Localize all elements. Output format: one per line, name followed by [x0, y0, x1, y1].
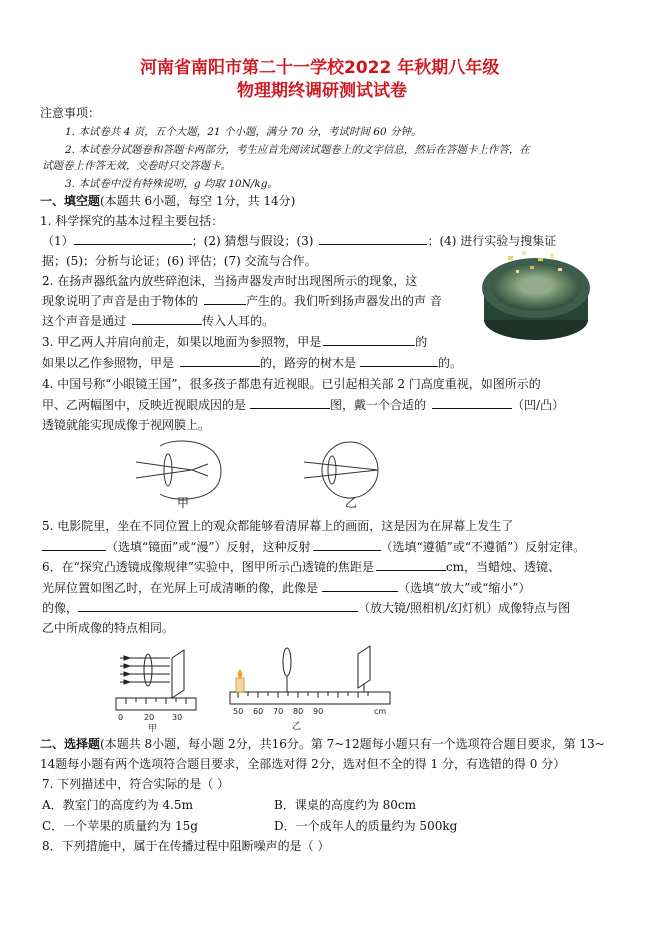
q3-line2: [42, 354, 462, 371]
q1-part2: ；(2) 猜想与假设；(3): [191, 234, 314, 248]
note-2b: 试题卷上作答无效，交卷时只交答题卡。: [42, 160, 231, 172]
section2-title: 二、选择题: [40, 737, 101, 751]
q6-blank-2[interactable]: [322, 579, 398, 592]
q1-part3: ；(4) 进行实验与搜集证: [427, 234, 557, 248]
q4-line1: 4. 中国号称“小眼镜王国”，很多孩子都患有近视眼。已引起相关部 2 门高度重视，如图所示的: [42, 377, 541, 391]
note-3: 3. 本试卷中没有特殊说明，g 均取 10N/kg。: [65, 178, 278, 190]
q3-blank-2[interactable]: [180, 354, 260, 367]
q4-blank-2[interactable]: [432, 396, 512, 409]
q6-part-d: （选填“放大”或“缩小”）: [398, 581, 531, 595]
q7-option-b[interactable]: B．课桌的高度约为 80cm: [274, 798, 417, 812]
q4-line2: [42, 396, 564, 413]
section2-desc1: (本题共 8小题，每小题 2分，共16分。第 7~12题每小题只有一个选项符合题目要求，第 13~: [100, 737, 605, 751]
q6-blank-3[interactable]: [78, 599, 358, 612]
fig-b-tick-0: 50: [233, 707, 244, 716]
fig-a-label: 甲: [148, 724, 158, 732]
paper-title-line1: 河南省南阳市第二十一学校2022 年秋期八年级: [140, 58, 500, 78]
q6-part-e: 的像，: [42, 601, 79, 615]
fig-b-tick-3: 80: [293, 707, 304, 716]
paper-title-line2: 物理期终调研测试试卷: [237, 81, 407, 101]
q7-option-c[interactable]: C．一个苹果的质量约为 15g: [42, 819, 198, 833]
q3-part-d: 的，路旁的树木是: [260, 356, 357, 370]
fig-b-tick-1: 60: [253, 707, 264, 716]
q4-blank-1[interactable]: [250, 396, 330, 409]
q4-part-a: 甲、乙两幅图中，反映近视眼成因的是: [42, 398, 247, 412]
section1-heading: [40, 192, 295, 209]
q6-part-a: 6．在“探究凸透镜成像规律”实验中，图甲所示凸透镜的焦距是: [42, 560, 374, 574]
q2-part-b: 产生的。我们听到扬声器发出的声 音: [246, 294, 442, 308]
q5-blank-1[interactable]: [42, 538, 106, 551]
section2-desc2: 14题每小题有两个选项符合题目要求，全部选对得 2分，选对但不全的得 1 分，有选错的得 0 分）: [40, 757, 566, 771]
q1-blank-2[interactable]: [319, 232, 427, 245]
q6-part-f: （放大镜/照相机/幻灯机）成像特点与图: [358, 601, 571, 615]
fig-a-tick-0: 0: [118, 713, 124, 722]
q2-blank-1[interactable]: [204, 292, 246, 305]
q5-line2: [42, 538, 585, 555]
fig-b-tick-4: 90: [313, 707, 324, 716]
eye-diagram-b: [304, 442, 378, 498]
q7-option-d[interactable]: D．一个成年人的质量约为 500kg: [274, 819, 458, 833]
q3-part-a: 3. 甲乙两人并肩向前走，如果以地面为参照物，甲是: [42, 335, 322, 349]
q7-stem: 7. 下列描述中，符合实际的是（ ）: [42, 777, 230, 791]
q6-part-b: cm，当蜡烛、透镜、: [445, 560, 561, 574]
q6-part-c: 光屏位置如图乙时，在光屏上可成清晰的像，此像是: [42, 581, 319, 595]
fig-b-label: 乙: [292, 722, 302, 732]
eye-label-a: 甲: [177, 496, 190, 510]
q1-line1: [42, 232, 556, 249]
fig-a-tick-1: 20: [144, 713, 155, 722]
q5-line1: 5. 电影院里，坐在不同位置上的观众都能够看清屏幕上的画面，这是因为在屏幕上发生了: [42, 519, 514, 533]
q2-part-c: 这个声音是通过: [42, 314, 127, 328]
q3-line1: [42, 333, 427, 350]
q7-option-a[interactable]: A．教室门的高度约为 4.5m: [42, 798, 193, 812]
speaker-image: [478, 248, 596, 344]
q2-part-a: 现象说明了声音是由于物体的: [42, 294, 199, 308]
q1-line2: 据；(5)；分析与论证；(6) 评估；(7) 交流与合作。: [42, 254, 317, 268]
fig-a-tick-2: 30: [172, 713, 183, 722]
notes-heading: 注意事项：: [40, 106, 101, 120]
q4-part-c: （凹/凸）: [512, 398, 565, 412]
lens-figures: [112, 640, 392, 732]
q1-stem: 1. 科学探究的基本过程主要包括：: [40, 214, 224, 228]
q2-line1: 2. 在扬声器纸盆内放些碎泡沫，当扬声器发声时出现图所示的现象，这: [42, 274, 418, 288]
q6-line4: 乙中所成像的特点相同。: [42, 621, 175, 635]
flame-icon: [238, 669, 243, 678]
q4-part-b: 图，戴一个合适的: [330, 398, 427, 412]
q6-line1: [42, 558, 560, 575]
q3-blank-3[interactable]: [360, 354, 438, 367]
q5-part-b: （选填“遵循”或“不遵循”）反射定律。: [380, 540, 586, 554]
q5-part-a: （选填“镜面”或“漫”）反射，这种反射: [106, 540, 311, 554]
q1-part1: （1）: [42, 234, 74, 248]
q2-line3: [42, 312, 274, 329]
q3-blank-1[interactable]: [323, 333, 415, 346]
q3-part-c: 如果以乙作参照物，甲是: [42, 356, 175, 370]
q3-part-b: 的: [415, 335, 428, 349]
note-2a: 2. 本试卷分试题卷和答题卡两部分，考生应首先阅读试题卷上的文字信息，然后在答题卡上作答，在: [65, 144, 530, 156]
fig-b-tick-2: 70: [273, 707, 284, 716]
q6-line2: [42, 579, 531, 596]
q4-line3: 透镜就能实现成像于视网膜上。: [42, 418, 211, 432]
q5-blank-2[interactable]: [313, 538, 381, 551]
eye-label-b: 乙: [345, 496, 358, 510]
fig-b-unit: cm: [374, 707, 387, 716]
q3-part-e: 的。: [438, 356, 463, 370]
q6-blank-1[interactable]: [376, 558, 446, 571]
note-1: 1. 本试卷共 4 页，五个大题，21 个小题，满分 70 分，考试时间 60 分钟。: [65, 126, 422, 138]
candle-icon: [236, 678, 244, 692]
section2-heading: [40, 735, 605, 752]
q2-part-d: 传入人耳的。: [202, 314, 275, 328]
q2-line2: [42, 292, 442, 309]
lens-figure-a: [116, 650, 196, 710]
q1-blank-1[interactable]: [74, 232, 192, 245]
q8-stem: 8．下列措施中，属于在传播过程中阻断噪声的是（ ）: [42, 839, 330, 853]
section1-desc: (本题共 6小题，每空 1分，共 14分): [100, 194, 296, 208]
q6-line3: [42, 599, 570, 616]
q2-blank-2[interactable]: [132, 312, 202, 325]
eye-diagram-a: [136, 441, 221, 499]
lens-figure-b: [230, 646, 390, 704]
section1-title: 一、填空题: [40, 194, 101, 208]
